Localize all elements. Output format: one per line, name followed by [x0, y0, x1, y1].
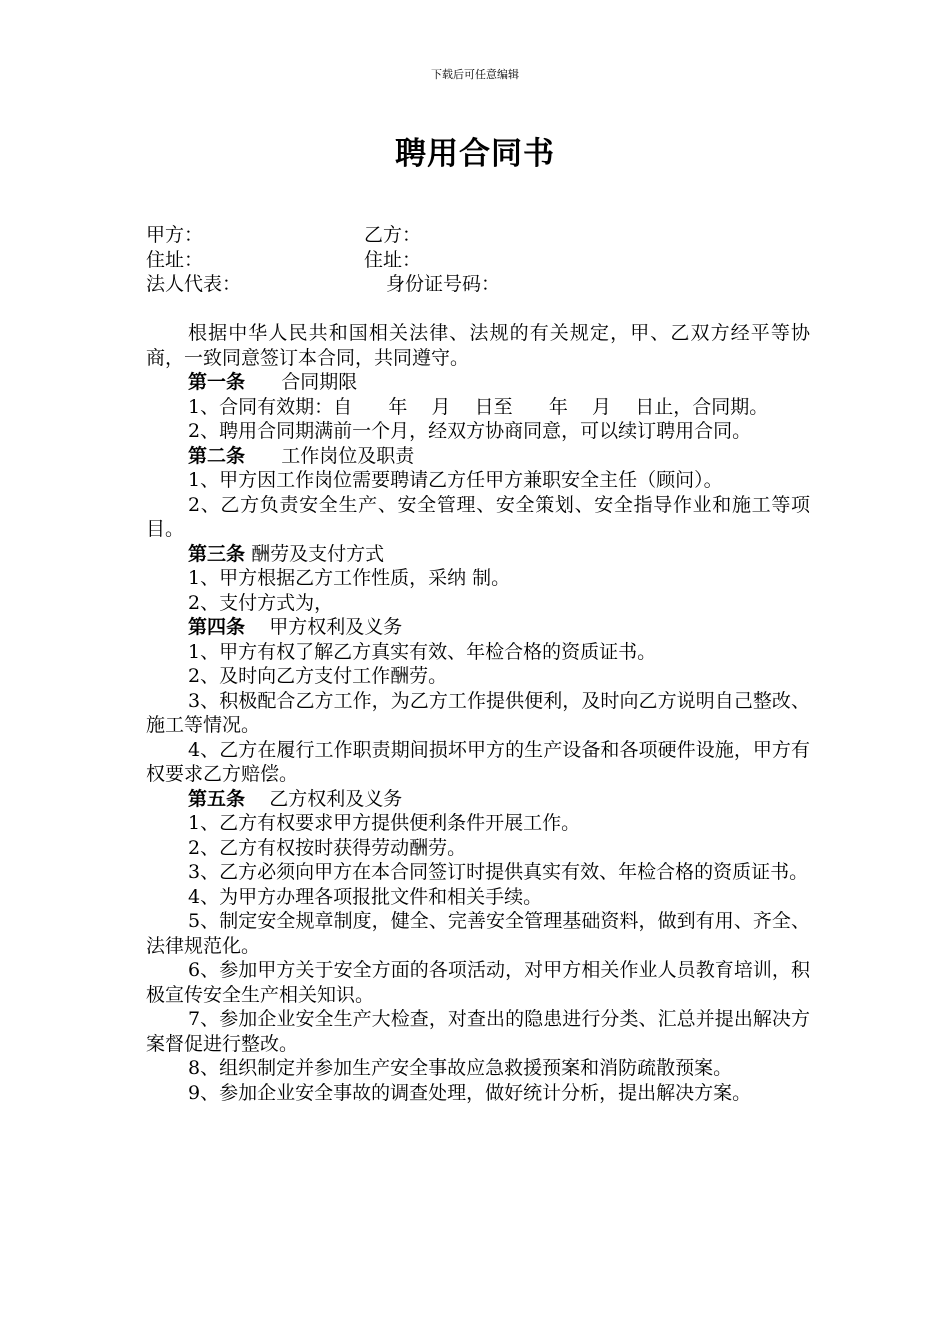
- clause: 2、乙方有权按时获得劳动酬劳。: [188, 836, 467, 859]
- party-b-label: 乙方：: [364, 224, 422, 246]
- page-title: 聘用合同书: [395, 136, 555, 172]
- preamble: 根据中华人民共和国相关法律、法规的有关规定，甲、乙双方经平等协商，一致同意签订本合同，共同遵守。: [146, 322, 810, 369]
- article-number: 第三条: [188, 542, 246, 565]
- clause: 4、乙方在履行工作职责期间损坏甲方的生产设备和各项硬件设施，甲方有权要求乙方赔偿。: [146, 738, 810, 785]
- articles-container: [146, 370, 810, 1105]
- legal-rep-label: 法人代表：: [146, 273, 242, 295]
- spacer: [146, 297, 810, 322]
- article-number: 第五条: [188, 787, 246, 810]
- header-note: 下载后可任意编辑: [431, 68, 519, 81]
- party-row-2: [146, 248, 810, 273]
- clause: 4、为甲方办理各项报批文件和相关手续。: [188, 885, 543, 908]
- party-a-label: 甲方：: [146, 224, 204, 246]
- contract-body: [146, 223, 810, 1105]
- article-heading: [146, 615, 810, 640]
- article-number: 第四条: [188, 616, 246, 638]
- clause: 7、参加企业安全生产大检查，对查出的隐患进行分类、汇总并提出解决方案督促进行整改。: [146, 1008, 810, 1055]
- clause: 1、甲方有权了解乙方真实有效、年检合格的资质证书。: [188, 640, 657, 663]
- clause: 1、甲方因工作岗位需要聘请乙方任甲方兼职安全主任（顾问）。: [188, 469, 723, 491]
- clause: 9、参加企业安全事故的调查处理，做好统计分析，提出解决方案。: [188, 1081, 752, 1104]
- article-title: 合同期限: [281, 371, 358, 393]
- article-title: 酬劳及支付方式: [251, 542, 385, 565]
- party-row-1: [146, 223, 810, 248]
- party-row-3: [146, 272, 810, 297]
- clause: 6、参加甲方关于安全方面的各项活动，对甲方相关作业人员教育培训，积极宣传安全生产相关知识。: [146, 959, 810, 1006]
- article-heading: [146, 542, 810, 567]
- article-heading: [146, 370, 810, 395]
- clause: 5、制定安全规章制度，健全、完善安全管理基础资料，做到有用、齐全、法律规范化。: [146, 910, 810, 957]
- article-heading: [146, 444, 810, 469]
- clause: 3、乙方必须向甲方在本合同签订时提供真实有效、年检合格的资质证书。: [188, 861, 809, 883]
- address-a-label: 住址：: [146, 248, 204, 271]
- article-title: 甲方权利及义务: [269, 616, 403, 638]
- clause: 2、支付方式为，: [188, 591, 334, 614]
- clause: 2、乙方负责安全生产、安全管理、安全策划、安全指导作业和施工等项目。: [146, 493, 810, 540]
- clause: 1、甲方根据乙方工作性质，采纳 制。: [188, 567, 511, 589]
- clause: 1、合同有效期：自 年 月 日至 年 月 日止，合同期。: [188, 395, 769, 418]
- article-title: 工作岗位及职责: [281, 444, 415, 467]
- address-b-label: 住址：: [364, 248, 422, 271]
- clause: 2、聘用合同期满前一个月，经双方协商同意，可以续订聘用合同。: [188, 420, 752, 442]
- article-title: 乙方权利及义务: [269, 787, 403, 810]
- clause: 1、乙方有权要求甲方提供便利条件开展工作。: [188, 812, 581, 834]
- article-number: 第一条: [188, 371, 246, 393]
- article-number: 第二条: [188, 444, 246, 467]
- clause: 3、积极配合乙方工作，为乙方工作提供便利，及时向乙方说明自己整改、施工等情况。: [146, 689, 810, 736]
- clause: 2、及时向乙方支付工作酬劳。: [188, 665, 448, 687]
- id-number-label: 身份证号码：: [386, 273, 501, 295]
- article-heading: [146, 787, 810, 812]
- clause: 8、组织制定并参加生产安全事故应急救援预案和消防疏散预案。: [188, 1057, 733, 1079]
